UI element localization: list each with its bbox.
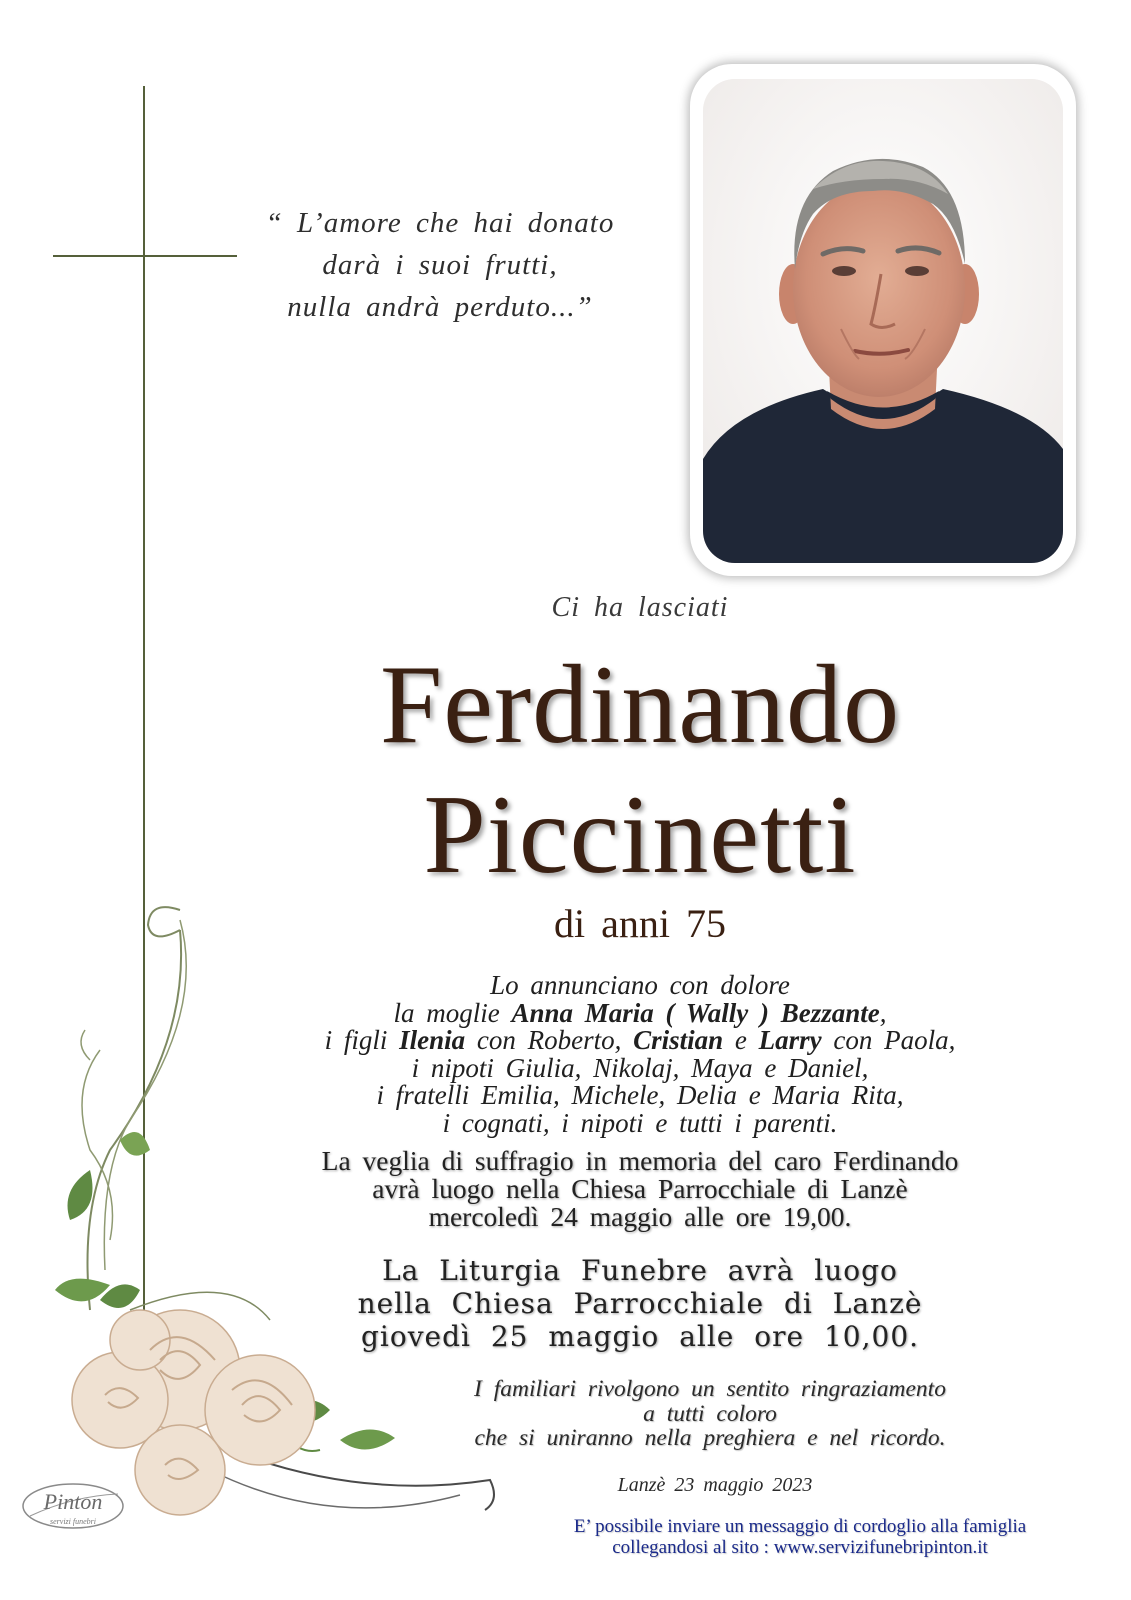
announcement-line: i nipoti Giulia, Nikolaj, Maya e Daniel, (411, 1052, 869, 1083)
deceased-age: di anni 75 (554, 901, 726, 946)
announcement-line: i fratelli Emilia, Michele, Delia e Maria Rita, (376, 1080, 904, 1110)
cross-horizontal-bar (53, 255, 237, 257)
vigil-line: mercoledì 24 maggio alle ore 19,00. (428, 1201, 852, 1232)
portrait-photo (703, 79, 1063, 563)
vigil-line: avrà luogo nella Chiesa Parrocchiale di Lanzè (372, 1173, 908, 1204)
date-place: Lanzè 23 maggio 2023 (617, 1474, 813, 1496)
liturgy-line: giovedì 25 maggio alle ore 10,00. (360, 1320, 920, 1353)
announcement-line: i figli Ilenia con Roberto, Cristian e Larry con Paola, (324, 1025, 956, 1055)
announcement-line: la moglie Anna Maria ( Wally ) Bezzante, (393, 997, 887, 1028)
liturgy-line: La Liturgia Funebre avrà luogo (382, 1254, 898, 1287)
intro-text: Ci ha lasciati (551, 592, 729, 623)
quote-line: “ L’amore che hai donato (265, 207, 615, 239)
quote-line: nulla andrà perduto...” (287, 291, 593, 323)
quote-line: darà i suoi frutti, (322, 249, 558, 281)
thanks-line: a tutti coloro (643, 1400, 777, 1427)
svg-text:Pinton: Pinton (43, 1489, 103, 1514)
vigil-line: La veglia di suffragio in memoria del caro Ferdinando (321, 1145, 959, 1176)
roses-decoration (30, 890, 510, 1540)
liturgy-line: nella Chiesa Parrocchiale di Lanzè (357, 1287, 923, 1320)
deceased-last-name: Piccinetti (423, 773, 857, 897)
announcement-line: Lo annunciano con dolore (490, 970, 790, 1000)
condolence-link[interactable]: collegandosi al sito : www.servizifunebripinton.it (612, 1537, 988, 1558)
thanks-line: che si uniranno nella preghiera e nel ricordo. (474, 1425, 946, 1451)
announcement-line: i cognati, i nipoti e tutti i parenti. (442, 1107, 838, 1138)
svg-text:servizi funebri: servizi funebri (50, 1517, 96, 1526)
memorial-quote (250, 202, 630, 328)
pinton-logo (18, 1476, 128, 1538)
portrait-illustration (703, 79, 1063, 563)
condolence-info (510, 1516, 1090, 1558)
thanks-line: I familiari rivolgono un sentito ringraziamento (474, 1376, 946, 1402)
condolence-line: E’ possibile inviare un messaggio di cordoglio alla famiglia (573, 1516, 1027, 1537)
deceased-first-name: Ferdinando (379, 643, 901, 767)
